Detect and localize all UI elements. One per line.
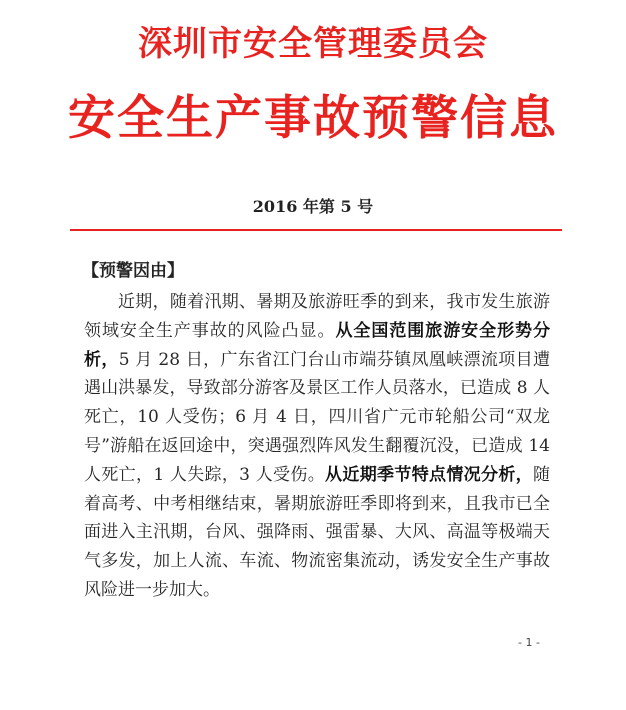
paragraph-text: 近期，随着汛期、暑期及旅游旺季的到来，我市发生旅游领域安全生产事故的风险凸显。 [84,292,550,341]
organization-title: 深圳市安全管理委员会 [138,24,488,64]
section-heading: 【预警因由】 [82,261,184,281]
red-divider-line [70,229,562,231]
emphasis-text: 从全国范围旅游安全形势分析， [84,320,551,370]
paragraph-text: 5 月 28 日，广东省江门台山市端芬镇凤凰峡漂流项目遭遇山洪暴发，导致部分游客及景区工作人员落水，已造成 8 人死亡，10 人受伤；6 月 4 日，四川省广元市轮船公司“双龙号”游船在返回途中，突遇强烈阵风发生翻覆沉没，已造成 14 人死亡，1 人失踪，3 人受伤。 [84,349,550,485]
document-title: 安全生产事故预警信息 [68,91,558,146]
issue-number: 2016 年第 5 号 [252,197,374,216]
body-paragraph [84,288,550,605]
paragraph-text: 随着高考、中考相继结束，暑期旅游旺季即将到来，且我市已全面进入主汛期，台风、强降雨、强雷暴、大风、高温等极端天气多发，加上人流、车流、物流密集流动，诱发安全生产事故风险进一步加大。 [84,464,550,600]
emphasis-text: 从近期季节特点情况分析， [325,464,533,485]
page-number: - 1 - [518,636,540,649]
